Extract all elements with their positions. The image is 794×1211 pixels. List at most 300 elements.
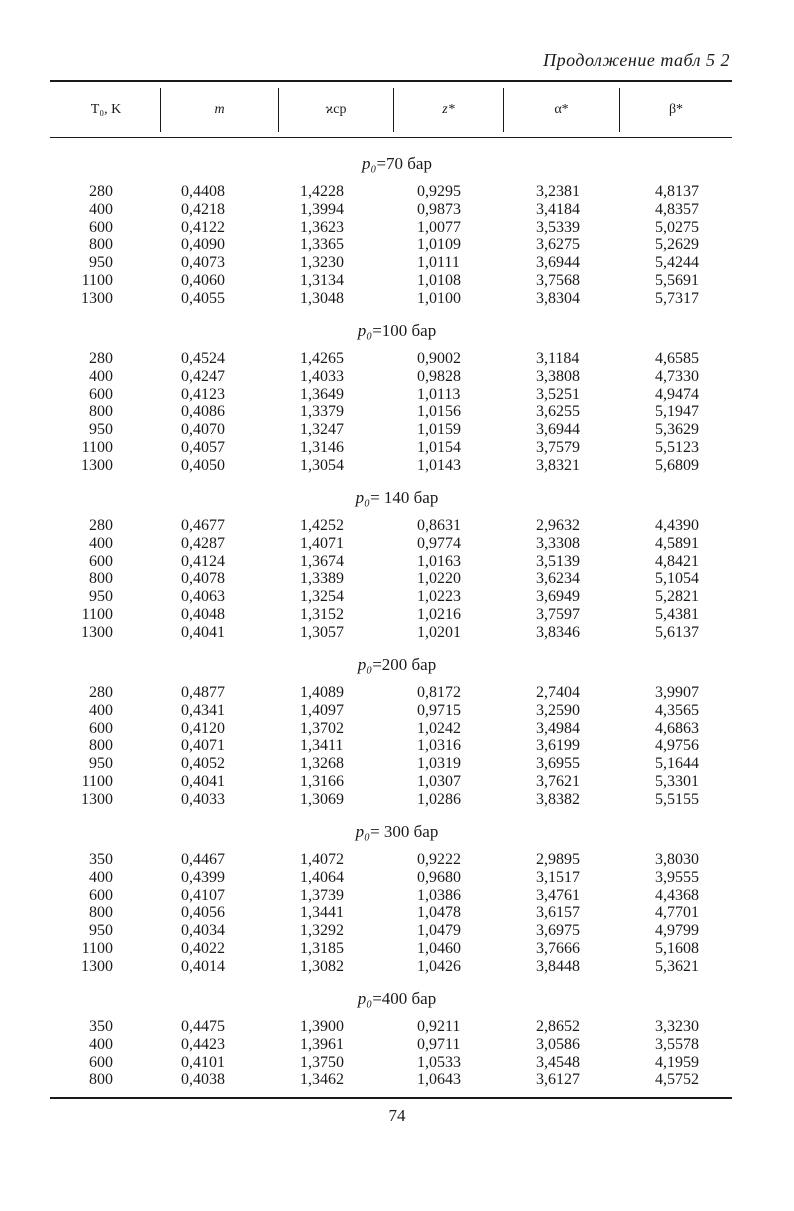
table-row — [0, 702, 794, 720]
kappa-cell: 1,3230 — [300, 254, 344, 272]
kappa-cell: 1,3623 — [300, 218, 344, 236]
table-row — [0, 851, 794, 869]
table-row — [0, 290, 794, 308]
pressure-symbol: p₀ — [357, 655, 373, 674]
table-row — [0, 922, 794, 940]
m-cell: 0,4041 — [181, 623, 225, 641]
kappa-cell: 1,3961 — [300, 1035, 344, 1053]
beta-cell: 5,3629 — [655, 421, 699, 439]
temperature-cell: 600 — [89, 552, 113, 570]
alpha-cell: 2,9895 — [536, 851, 580, 868]
table-row — [0, 183, 794, 201]
kappa-cell: 1,3900 — [300, 1018, 344, 1035]
beta-cell: 3,3230 — [655, 1018, 699, 1035]
pressure-symbol: p₀ — [355, 488, 371, 507]
table-row — [0, 201, 794, 219]
table-row — [0, 350, 794, 368]
header-m: m — [214, 101, 225, 117]
temperature-cell: 800 — [89, 904, 113, 922]
z-cell: 1,0077 — [417, 218, 461, 236]
beta-cell: 4,9799 — [655, 922, 699, 940]
z-cell: 1,0643 — [417, 1071, 461, 1089]
alpha-cell: 3,2381 — [536, 183, 580, 200]
pressure-value: = 140 бар — [370, 488, 439, 507]
m-cell: 0,4071 — [181, 737, 225, 755]
temperature-cell: 1100 — [81, 439, 113, 456]
z-cell: 0,9680 — [417, 868, 461, 886]
alpha-cell: 3,7597 — [536, 606, 580, 623]
kappa-cell: 1,3247 — [300, 421, 344, 439]
m-cell: 0,4247 — [181, 367, 225, 385]
z-cell: 1,0163 — [417, 552, 461, 570]
m-cell: 0,4287 — [181, 534, 225, 552]
temperature-cell: 600 — [89, 1053, 113, 1071]
m-cell: 0,4399 — [181, 868, 225, 886]
temperature-cell: 1300 — [81, 456, 113, 474]
z-cell: 0,9715 — [417, 701, 461, 719]
temperature-cell: 950 — [89, 755, 113, 773]
alpha-cell: 3,8321 — [536, 456, 580, 474]
table-row — [0, 1018, 794, 1036]
z-cell: 1,0154 — [417, 439, 461, 456]
alpha-cell: 3,4548 — [536, 1053, 580, 1071]
m-cell: 0,4423 — [181, 1035, 225, 1053]
alpha-cell: 3,8382 — [536, 790, 580, 808]
z-cell: 1,0426 — [417, 957, 461, 975]
temperature-cell: 1100 — [81, 940, 113, 957]
z-cell: 0,8631 — [417, 517, 461, 534]
temperature-cell: 950 — [89, 588, 113, 606]
z-cell: 1,0113 — [417, 385, 461, 403]
table-row — [0, 904, 794, 922]
alpha-cell: 3,4184 — [536, 200, 580, 218]
temperature-cell: 350 — [89, 851, 113, 868]
beta-cell: 4,3565 — [655, 701, 699, 719]
table-row — [0, 606, 794, 624]
z-cell: 1,0307 — [417, 773, 461, 790]
kappa-cell: 1,3048 — [300, 289, 344, 307]
table-row — [0, 737, 794, 755]
temperature-cell: 800 — [89, 236, 113, 254]
temperature-cell: 400 — [89, 701, 113, 719]
beta-cell: 4,8421 — [655, 552, 699, 570]
temperature-cell: 600 — [89, 385, 113, 403]
beta-cell: 5,6137 — [655, 623, 699, 641]
beta-cell: 3,9907 — [655, 684, 699, 701]
kappa-cell: 1,3389 — [300, 570, 344, 588]
temperature-cell: 1100 — [81, 606, 113, 623]
beta-cell: 5,4381 — [655, 606, 699, 623]
beta-cell: 5,3621 — [655, 957, 699, 975]
temperature-cell: 400 — [89, 367, 113, 385]
beta-cell: 3,9555 — [655, 868, 699, 886]
alpha-cell: 3,5251 — [536, 385, 580, 403]
alpha-cell: 3,7568 — [536, 272, 580, 289]
section-title — [0, 822, 794, 842]
table-row — [0, 1054, 794, 1072]
kappa-cell: 1,4228 — [300, 183, 344, 200]
m-cell: 0,4475 — [181, 1018, 225, 1035]
m-cell: 0,4123 — [181, 385, 225, 403]
table-row — [0, 940, 794, 958]
section-title — [0, 655, 794, 675]
alpha-cell: 3,6944 — [536, 254, 580, 272]
kappa-cell: 1,3702 — [300, 719, 344, 737]
kappa-cell: 1,4089 — [300, 684, 344, 701]
table-row — [0, 624, 794, 642]
z-cell: 1,0109 — [417, 236, 461, 254]
pressure-symbol: p₀ — [362, 154, 377, 173]
pressure-symbol: p₀ — [355, 822, 371, 841]
kappa-cell: 1,4097 — [300, 701, 344, 719]
beta-cell: 5,5155 — [655, 790, 699, 808]
pressure-symbol: p₀ — [357, 321, 373, 340]
m-cell: 0,4086 — [181, 403, 225, 421]
m-cell: 0,4408 — [181, 183, 225, 200]
table-row — [0, 368, 794, 386]
table-bottom-rule — [50, 1097, 732, 1099]
beta-cell: 4,6585 — [655, 350, 699, 367]
kappa-cell: 1,3146 — [300, 439, 344, 456]
pressure-value: =200 бар — [372, 655, 437, 674]
m-cell: 0,4078 — [181, 570, 225, 588]
kappa-cell: 1,3441 — [300, 904, 344, 922]
temperature-cell: 600 — [89, 886, 113, 904]
m-cell: 0,4877 — [181, 684, 225, 701]
temperature-cell: 800 — [89, 737, 113, 755]
beta-cell: 3,8030 — [655, 851, 699, 868]
temperature-cell: 280 — [89, 183, 113, 200]
beta-cell: 4,9756 — [655, 737, 699, 755]
pressure-value: =100 бар — [372, 321, 437, 340]
beta-cell: 4,7330 — [655, 367, 699, 385]
table-row — [0, 219, 794, 237]
z-cell: 0,9211 — [417, 1018, 461, 1035]
alpha-cell: 3,8448 — [536, 957, 580, 975]
temperature-cell: 1300 — [81, 790, 113, 808]
z-cell: 1,0386 — [417, 886, 461, 904]
header-alpha: α* — [554, 101, 569, 117]
m-cell: 0,4101 — [181, 1053, 225, 1071]
z-cell: 1,0316 — [417, 737, 461, 755]
m-cell: 0,4014 — [181, 957, 225, 975]
beta-cell: 5,2821 — [655, 588, 699, 606]
temperature-cell: 400 — [89, 200, 113, 218]
m-cell: 0,4107 — [181, 886, 225, 904]
pressure-value: =400 бар — [372, 989, 437, 1008]
temperature-cell: 950 — [89, 254, 113, 272]
kappa-cell: 1,3254 — [300, 588, 344, 606]
alpha-cell: 3,6275 — [536, 236, 580, 254]
z-cell: 1,0478 — [417, 904, 461, 922]
z-cell: 1,0479 — [417, 922, 461, 940]
beta-cell: 5,1947 — [655, 403, 699, 421]
table-row — [0, 684, 794, 702]
kappa-cell: 1,3649 — [300, 385, 344, 403]
temperature-cell: 800 — [89, 570, 113, 588]
m-cell: 0,4057 — [181, 439, 225, 456]
alpha-cell: 2,7404 — [536, 684, 580, 701]
alpha-cell: 3,6955 — [536, 755, 580, 773]
temperature-cell: 280 — [89, 517, 113, 534]
beta-cell: 5,0275 — [655, 218, 699, 236]
header-kappa: ϰср — [325, 101, 347, 117]
alpha-cell: 3,3308 — [536, 534, 580, 552]
header-z: z* — [442, 101, 455, 117]
temperature-cell: 950 — [89, 922, 113, 940]
m-cell: 0,4055 — [181, 289, 225, 307]
beta-cell: 5,5691 — [655, 272, 699, 289]
beta-cell: 4,4368 — [655, 886, 699, 904]
kappa-cell: 1,3082 — [300, 957, 344, 975]
alpha-cell: 3,3808 — [536, 367, 580, 385]
alpha-cell: 3,7666 — [536, 940, 580, 957]
kappa-cell: 1,3185 — [300, 940, 344, 957]
kappa-cell: 1,3379 — [300, 403, 344, 421]
section-title — [0, 154, 794, 174]
z-cell: 1,0533 — [417, 1053, 461, 1071]
m-cell: 0,4070 — [181, 421, 225, 439]
z-cell: 1,0216 — [417, 606, 461, 623]
header-temperature: T₀, K — [90, 101, 122, 117]
alpha-cell: 3,1517 — [536, 868, 580, 886]
table-row — [0, 517, 794, 535]
z-cell: 1,0223 — [417, 588, 461, 606]
alpha-cell: 2,9632 — [536, 517, 580, 534]
z-cell: 1,0100 — [417, 289, 461, 307]
m-cell: 0,4124 — [181, 552, 225, 570]
table-caption: Продолжение табл 5 2 — [543, 50, 730, 70]
table-row — [0, 457, 794, 475]
m-cell: 0,4048 — [181, 606, 225, 623]
table-row — [0, 570, 794, 588]
kappa-cell: 1,3134 — [300, 272, 344, 289]
m-cell: 0,4022 — [181, 940, 225, 957]
temperature-cell: 1300 — [81, 957, 113, 975]
alpha-cell: 3,7621 — [536, 773, 580, 790]
kappa-cell: 1,3365 — [300, 236, 344, 254]
page-number: 74 — [388, 1106, 406, 1125]
beta-cell: 5,1608 — [655, 940, 699, 957]
m-cell: 0,4090 — [181, 236, 225, 254]
table-row — [0, 421, 794, 439]
pressure-value: = 300 бар — [370, 822, 439, 841]
m-cell: 0,4467 — [181, 851, 225, 868]
temperature-cell: 800 — [89, 1071, 113, 1089]
beta-cell: 5,7317 — [655, 289, 699, 307]
kappa-cell: 1,3739 — [300, 886, 344, 904]
table-row — [0, 958, 794, 976]
temperature-cell: 800 — [89, 403, 113, 421]
alpha-cell: 2,8652 — [536, 1018, 580, 1035]
table-row — [0, 755, 794, 773]
z-cell: 1,0143 — [417, 456, 461, 474]
alpha-cell: 3,4984 — [536, 719, 580, 737]
z-cell: 0,9828 — [417, 367, 461, 385]
kappa-cell: 1,4064 — [300, 868, 344, 886]
alpha-cell: 3,4761 — [536, 886, 580, 904]
z-cell: 1,0159 — [417, 421, 461, 439]
z-cell: 1,0220 — [417, 570, 461, 588]
section-title — [0, 989, 794, 1009]
alpha-cell: 3,6127 — [536, 1071, 580, 1089]
pressure-symbol: p₀ — [357, 989, 373, 1008]
temperature-cell: 600 — [89, 218, 113, 236]
table-row — [0, 869, 794, 887]
m-cell: 0,4033 — [181, 790, 225, 808]
beta-cell: 5,4244 — [655, 254, 699, 272]
z-cell: 1,0108 — [417, 272, 461, 289]
beta-cell: 4,7701 — [655, 904, 699, 922]
beta-cell: 4,4390 — [655, 517, 699, 534]
beta-cell: 5,1054 — [655, 570, 699, 588]
beta-cell: 5,6809 — [655, 456, 699, 474]
alpha-cell: 3,6199 — [536, 737, 580, 755]
m-cell: 0,4218 — [181, 200, 225, 218]
kappa-cell: 1,4071 — [300, 534, 344, 552]
z-cell: 0,9295 — [417, 183, 461, 200]
table-row — [0, 1071, 794, 1089]
table-row — [0, 588, 794, 606]
m-cell: 0,4034 — [181, 922, 225, 940]
m-cell: 0,4038 — [181, 1071, 225, 1089]
table-row — [0, 791, 794, 809]
z-cell: 0,8172 — [417, 684, 461, 701]
beta-cell: 4,5752 — [655, 1071, 699, 1089]
temperature-cell: 400 — [89, 534, 113, 552]
m-cell: 0,4050 — [181, 456, 225, 474]
z-cell: 1,0242 — [417, 719, 461, 737]
m-cell: 0,4341 — [181, 701, 225, 719]
kappa-cell: 1,4252 — [300, 517, 344, 534]
section-title — [0, 321, 794, 341]
kappa-cell: 1,3054 — [300, 456, 344, 474]
m-cell: 0,4052 — [181, 755, 225, 773]
temperature-cell: 1300 — [81, 289, 113, 307]
kappa-cell: 1,3057 — [300, 623, 344, 641]
kappa-cell: 1,4072 — [300, 851, 344, 868]
beta-cell: 3,5578 — [655, 1035, 699, 1053]
table-row — [0, 439, 794, 457]
table-row — [0, 773, 794, 791]
kappa-cell: 1,4265 — [300, 350, 344, 367]
m-cell: 0,4122 — [181, 218, 225, 236]
table-row — [0, 386, 794, 404]
temperature-cell: 280 — [89, 350, 113, 367]
z-cell: 1,0111 — [417, 254, 460, 272]
header-beta: β* — [668, 101, 684, 117]
beta-cell: 5,5123 — [655, 439, 699, 456]
beta-cell: 4,6863 — [655, 719, 699, 737]
alpha-cell: 3,6255 — [536, 403, 580, 421]
m-cell: 0,4041 — [181, 773, 225, 790]
z-cell: 0,9222 — [417, 851, 461, 868]
alpha-cell: 3,2590 — [536, 701, 580, 719]
m-cell: 0,4060 — [181, 272, 225, 289]
kappa-cell: 1,3268 — [300, 755, 344, 773]
table-row — [0, 403, 794, 421]
pressure-value: =70 бар — [376, 154, 432, 173]
temperature-cell: 1100 — [81, 272, 113, 289]
kappa-cell: 1,3994 — [300, 200, 344, 218]
kappa-cell: 1,4033 — [300, 367, 344, 385]
z-cell: 1,0460 — [417, 940, 461, 957]
temperature-cell: 1300 — [81, 623, 113, 641]
beta-cell: 5,2629 — [655, 236, 699, 254]
kappa-cell: 1,3292 — [300, 922, 344, 940]
temperature-cell: 1100 — [81, 773, 113, 790]
table-row — [0, 887, 794, 905]
alpha-cell: 3,6944 — [536, 421, 580, 439]
beta-cell: 5,1644 — [655, 755, 699, 773]
z-cell: 0,9711 — [417, 1035, 461, 1053]
table-row — [0, 720, 794, 738]
z-cell: 0,9774 — [417, 534, 461, 552]
kappa-cell: 1,3152 — [300, 606, 344, 623]
alpha-cell: 3,6157 — [536, 904, 580, 922]
kappa-cell: 1,3674 — [300, 552, 344, 570]
z-cell: 1,0201 — [417, 623, 461, 641]
table-row — [0, 1036, 794, 1054]
table-row — [0, 553, 794, 571]
section-title — [0, 488, 794, 508]
beta-cell: 4,9474 — [655, 385, 699, 403]
table-row — [0, 272, 794, 290]
alpha-cell: 3,6949 — [536, 588, 580, 606]
kappa-cell: 1,3750 — [300, 1053, 344, 1071]
temperature-cell: 400 — [89, 1035, 113, 1053]
temperature-cell: 280 — [89, 684, 113, 701]
alpha-cell: 3,6975 — [536, 922, 580, 940]
alpha-cell: 3,7579 — [536, 439, 580, 456]
alpha-cell: 3,0586 — [536, 1035, 580, 1053]
table-row — [0, 236, 794, 254]
beta-cell: 4,8357 — [655, 200, 699, 218]
m-cell: 0,4063 — [181, 588, 225, 606]
alpha-cell: 3,8346 — [536, 623, 580, 641]
table-row — [0, 535, 794, 553]
z-cell: 1,0156 — [417, 403, 461, 421]
m-cell: 0,4056 — [181, 904, 225, 922]
temperature-cell: 350 — [89, 1018, 113, 1035]
beta-cell: 4,8137 — [655, 183, 699, 200]
m-cell: 0,4524 — [181, 350, 225, 367]
alpha-cell: 3,1184 — [536, 350, 580, 367]
alpha-cell: 3,5339 — [536, 218, 580, 236]
m-cell: 0,4677 — [181, 517, 225, 534]
temperature-cell: 950 — [89, 421, 113, 439]
kappa-cell: 1,3166 — [300, 773, 344, 790]
z-cell: 1,0286 — [417, 790, 461, 808]
z-cell: 1,0319 — [417, 755, 461, 773]
beta-cell: 5,3301 — [655, 773, 699, 790]
z-cell: 0,9873 — [417, 200, 461, 218]
beta-cell: 4,1959 — [655, 1053, 699, 1071]
alpha-cell: 3,6234 — [536, 570, 580, 588]
m-cell: 0,4073 — [181, 254, 225, 272]
alpha-cell: 3,8304 — [536, 289, 580, 307]
z-cell: 0,9002 — [417, 350, 461, 367]
kappa-cell: 1,3069 — [300, 790, 344, 808]
m-cell: 0,4120 — [181, 719, 225, 737]
temperature-cell: 400 — [89, 868, 113, 886]
table-row — [0, 254, 794, 272]
kappa-cell: 1,3462 — [300, 1071, 344, 1089]
beta-cell: 4,5891 — [655, 534, 699, 552]
temperature-cell: 600 — [89, 719, 113, 737]
alpha-cell: 3,5139 — [536, 552, 580, 570]
kappa-cell: 1,3411 — [300, 737, 344, 755]
